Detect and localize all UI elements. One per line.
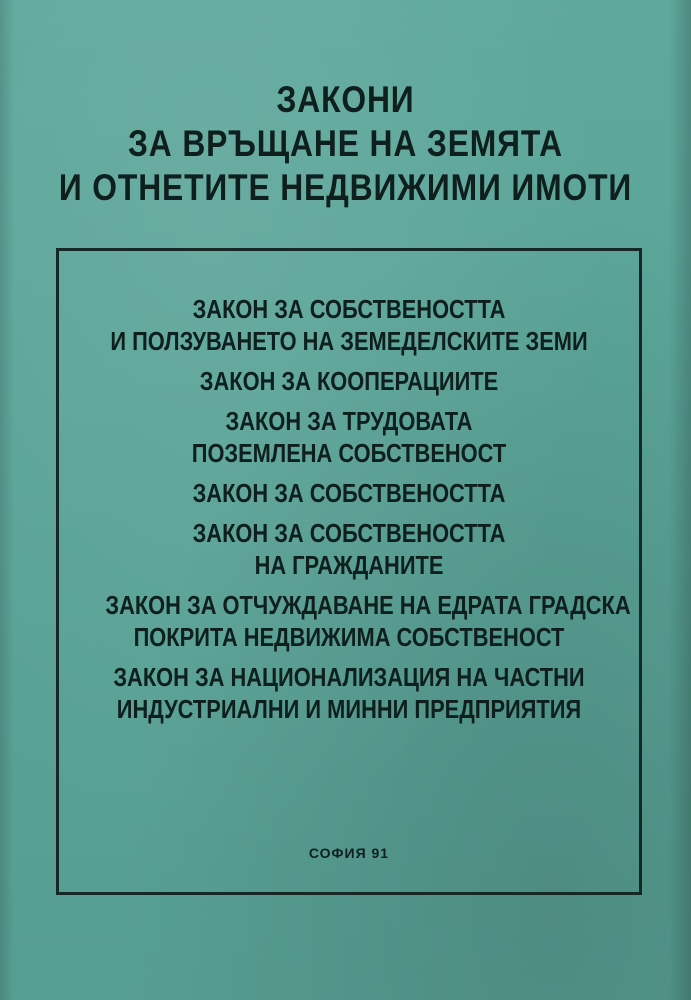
law-item-7-line-2: ИНДУСТРИАЛНИ И МИННИ ПРЕДПРИЯТИЯ: [116, 694, 582, 724]
law-item-1-line-1: ЗАКОН ЗА СОБСТВЕНОСТТА: [192, 294, 506, 324]
law-item-6-line-1: ЗАКОН ЗА ОТЧУЖДАВАНЕ НА ЕДРАТА ГРАДСКА: [105, 590, 631, 620]
law-item-3-line-1: ЗАКОН ЗА ТРУДОВАТА: [225, 406, 473, 436]
law-item-5-line-1: ЗАКОН ЗА СОБСТВЕНОСТТА: [192, 518, 506, 548]
law-item-3-line-2: ПОЗЕМЛЕНА СОБСТВЕНОСТ: [191, 438, 507, 468]
law-item-1: [59, 293, 639, 357]
law-item-5-line-2: НА ГРАЖДАНИТЕ: [254, 550, 444, 580]
law-item-4: [59, 477, 639, 509]
law-item-3: [59, 405, 639, 469]
law-item-5: [59, 517, 639, 581]
law-item-7: [59, 661, 639, 725]
publisher-imprint: СОФИЯ 91: [308, 845, 390, 861]
law-item-6-line-2: ПОКРИТА НЕДВИЖИМА СОБСТВЕНОСТ: [133, 622, 565, 652]
cover-title-line-1: ЗАКОНИ: [276, 79, 415, 120]
law-item-7-line-1: ЗАКОН ЗА НАЦИОНАЛИЗАЦИЯ НА ЧАСТНИ: [113, 662, 585, 692]
law-item-6: [59, 589, 639, 653]
law-item-4-line-1: ЗАКОН ЗА СОБСТВЕНОСТТА: [192, 478, 506, 508]
contents-frame: [56, 248, 642, 895]
law-item-2: [59, 365, 639, 397]
cover-title: [0, 78, 691, 210]
cover-title-line-2: ЗА ВРЪЩАНЕ НА ЗЕМЯТА: [127, 123, 564, 164]
law-list: [59, 293, 639, 733]
law-item-2-line-1: ЗАКОН ЗА КООПЕРАЦИИТЕ: [199, 366, 499, 396]
law-item-1-line-2: И ПОЛЗУВАНЕТО НА ЗЕМЕДЕЛСКИТЕ ЗЕМИ: [110, 326, 588, 356]
cover-title-line-3: И ОТНЕТИТЕ НЕДВИЖИМИ ИМОТИ: [58, 167, 633, 208]
